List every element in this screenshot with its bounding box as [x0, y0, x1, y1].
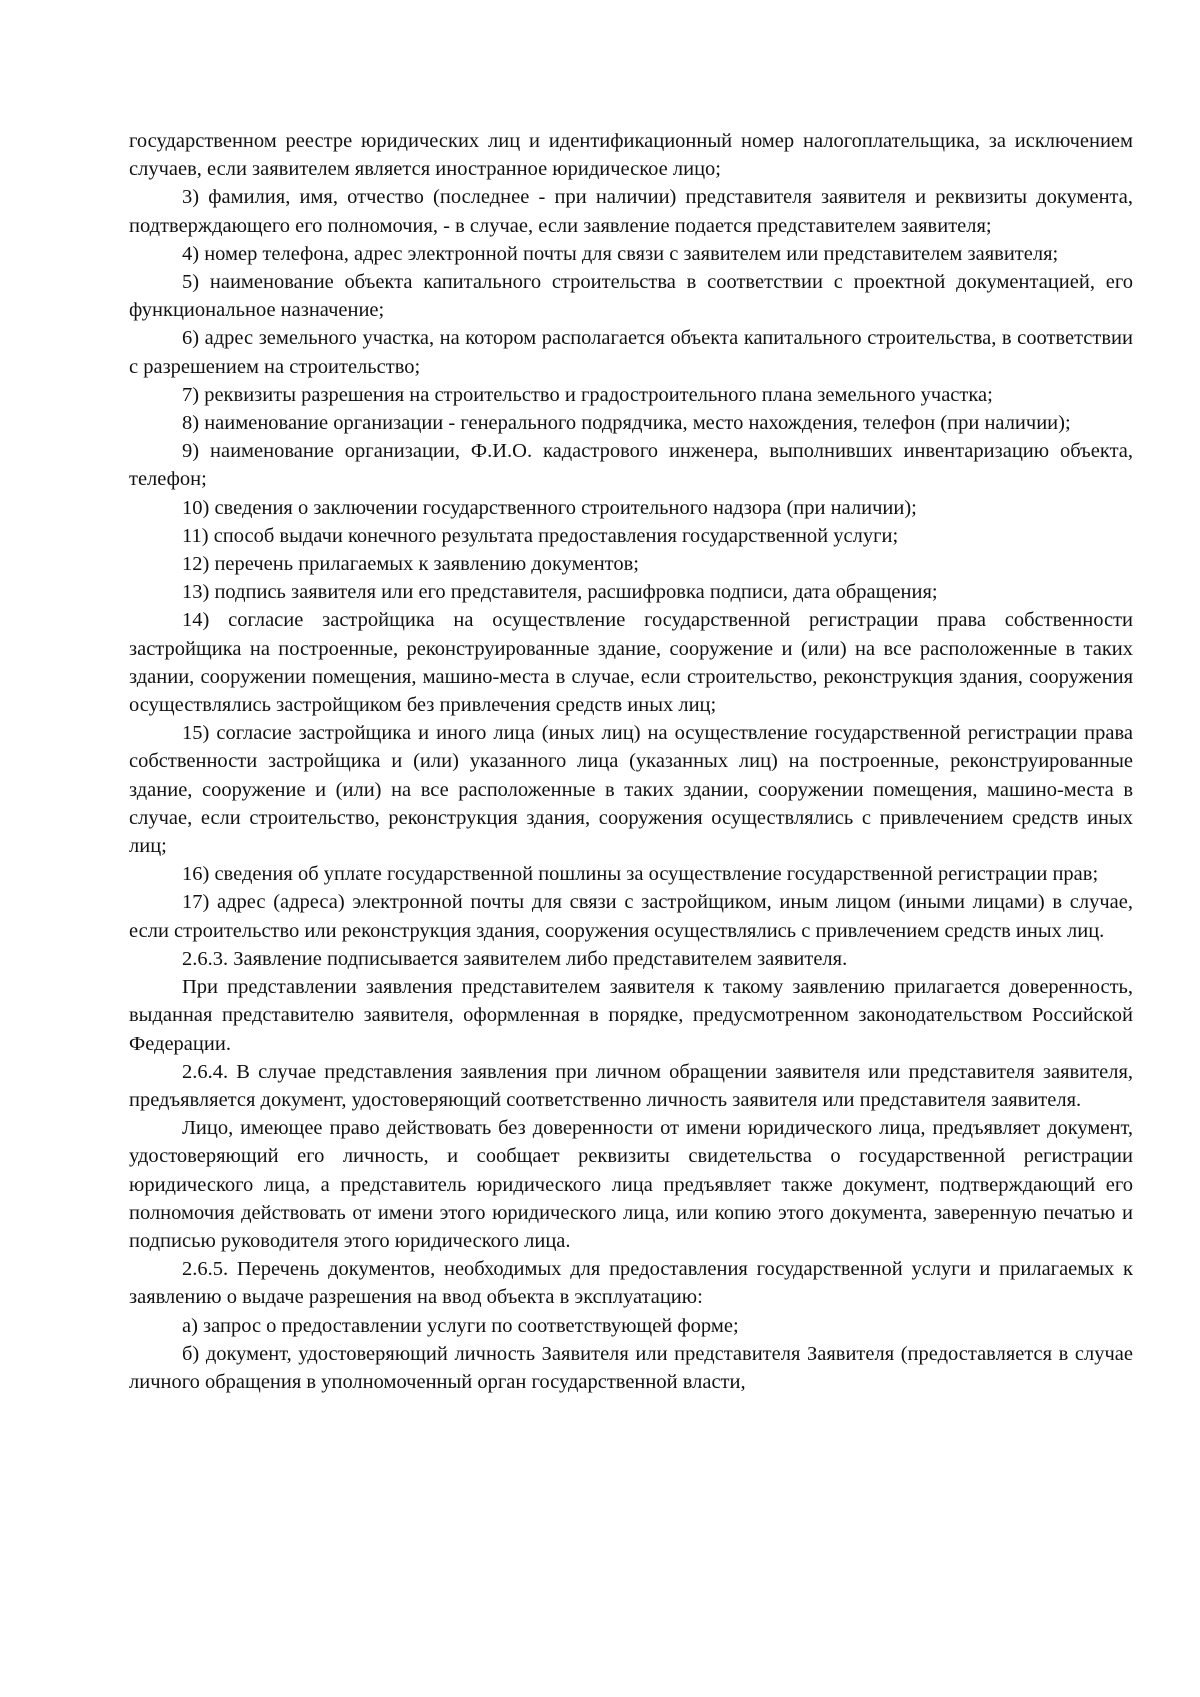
- paragraph-section-2-6-5: 2.6.5. Перечень документов, необходимых для предоставления государственной услуги и прилагаемых к заявлению о выдаче разрешения на ввод объекта в эксплуатацию:: [129, 1258, 1133, 1309]
- paragraph-item-17: 17) адрес (адреса) электронной почты для связи с застройщиком, иным лицом (иными лицами) в случае, если строительство или реконструкция здания, сооружения осуществлялись с привлечением средств иных лиц.: [129, 891, 1133, 942]
- paragraph-item-4: 4) номер телефона, адрес электронной почты для связи с заявителем или представителем заявителя;: [182, 242, 1059, 265]
- paragraph-item-14: 14) согласие застройщика на осуществление государственной регистрации права собственности застройщика на построенные, реконструированные здание, сооружение и (или) на все расположенные в таких здании, сооружении помещения, машино-места в случае, если строительство, реконструкция здания, сооружения осуществлялись застройщиком без привлечения средств иных лиц;: [129, 609, 1133, 717]
- paragraph-item-10: 10) сведения о заключении государственного строительного надзора (при наличии);: [182, 496, 917, 519]
- paragraph-item-5: 5) наименование объекта капитального строительства в соответствии с проектной документацией, его функциональное назначение;: [129, 271, 1133, 322]
- paragraph-power-of-attorney: При представлении заявления представителем заявителя к такому заявлению прилагается доверенность, выданная представителю заявителя, оформленная в порядке, предусмотренном законодательством Российской Федерации.: [129, 976, 1133, 1055]
- document-page: [129, 127, 1133, 1396]
- paragraph-item-8: 8) наименование организации - генерального подрядчика, место нахождения, телефон (при наличии);: [182, 412, 1071, 435]
- paragraph-section-2-6-4: 2.6.4. В случае представления заявления при личном обращении заявителя или представителя заявителя, предъявляется документ, удостоверяющий соответственно личность заявителя или представителя заявителя.: [129, 1060, 1133, 1111]
- paragraph-item-3: 3) фамилия, имя, отчество (последнее - при наличии) представителя заявителя и реквизиты документа, подтверждающего его полномочия, - в случае, если заявление подается представителем заявителя;: [129, 186, 1133, 237]
- paragraph-item-15: 15) согласие застройщика и иного лица (иных лиц) на осуществление государственной регистрации права собственности застройщика и (или) указанного лица (указанных лиц) на построенные, реконструированные здание, сооружение и (или) на все расположенные в таких здании, сооружении помещения, машино-места в случае, если строительство, реконструкция здания, сооружения осуществлялись с привлечением средств иных лиц;: [129, 722, 1133, 858]
- paragraph-item-9: 9) наименование организации, Ф.И.О. кадастрового инженера, выполнивших инвентаризацию объекта, телефон;: [129, 440, 1133, 491]
- paragraph-continuation-registry: государственном реестре юридических лиц и идентификационный номер налогоплательщика, за исключением случаев, если заявителем является иностранное юридическое лицо;: [129, 130, 1133, 181]
- paragraph-section-2-6-3: 2.6.3. Заявление подписывается заявителем либо представителем заявителя.: [182, 947, 848, 970]
- paragraph-legal-entity-representative: Лицо, имеющее право действовать без доверенности от имени юридического лица, предъявляет документ, удостоверяющий его личность, и сообщает реквизиты свидетельства о государственной регистрации юридического лица, а представитель юридического лица предъявляет также документ, подтверждающий его полномочия действовать от имени этого юридического лица, или копию этого документа, заверенную печатью и подписью руководителя этого юридического лица.: [129, 1117, 1133, 1252]
- paragraph-item-6: 6) адрес земельного участка, на котором располагается объекта капитального строительства, в соответствии с разрешением на строительство;: [129, 327, 1133, 378]
- paragraph-item-b: б) документ, удостоверяющий личность Заявителя или представителя Заявителя (предоставляется в случае личного обращения в уполномоченный орган государственной власти,: [129, 1342, 1133, 1393]
- paragraph-item-16: 16) сведения об уплате государственной пошлины за осуществление государственной регистрации прав;: [182, 863, 1099, 886]
- paragraph-item-12: 12) перечень прилагаемых к заявлению документов;: [182, 553, 639, 576]
- paragraph-item-13: 13) подпись заявителя или его представителя, расшифровка подписи, дата обращения;: [182, 581, 938, 604]
- paragraph-item-11: 11) способ выдачи конечного результата предоставления государственной услуги;: [182, 524, 899, 547]
- paragraph-item-a: а) запрос о предоставлении услуги по соответствующей форме;: [182, 1314, 739, 1337]
- paragraph-item-7: 7) реквизиты разрешения на строительство и градостроительного плана земельного участка;: [182, 383, 993, 406]
